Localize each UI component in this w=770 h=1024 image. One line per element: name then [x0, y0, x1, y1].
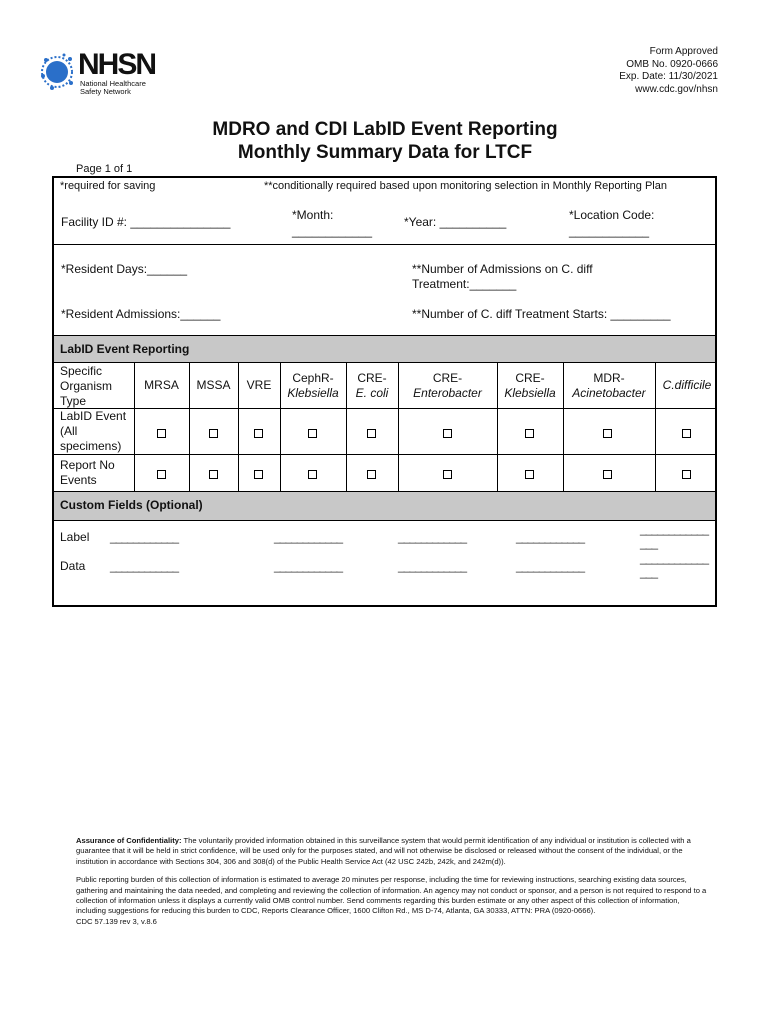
custom-label-field-4[interactable]: ____________: [516, 530, 585, 544]
row-header-line: Organism: [60, 379, 113, 393]
location-code-field[interactable]: ____________: [569, 224, 650, 238]
col-header-line: CRE-: [357, 371, 387, 385]
divider: [54, 244, 715, 245]
row-header-report-no-events: [60, 458, 115, 488]
custom-label-field-3[interactable]: ____________: [398, 530, 467, 544]
row-header-organism-type: [60, 364, 112, 409]
form-title-line-1: MDRO and CDI LabID Event Reporting: [212, 119, 558, 140]
report-no-cre-enterobacter-checkbox[interactable]: [443, 470, 452, 479]
custom-label-field-5-tail: ___: [640, 536, 658, 550]
col-header-line: CRE-: [432, 371, 463, 385]
custom-data-field-3[interactable]: ____________: [398, 559, 467, 573]
row-header-line: Events: [60, 473, 97, 487]
custom-fields-section-title: Custom Fields (Optional): [60, 498, 203, 512]
report-no-cre-klebsiella-checkbox[interactable]: [525, 470, 534, 479]
custom-data-field-2[interactable]: ____________: [274, 559, 343, 573]
custom-label-field-1[interactable]: ____________: [110, 530, 179, 544]
row-header-line: Report No: [60, 458, 115, 472]
divider: [54, 335, 715, 336]
labid-section-header: [54, 335, 715, 362]
assurance-title: Assurance of Confidentiality:: [76, 836, 182, 845]
row-header-line: Specific: [60, 364, 103, 378]
labid-mrsa-checkbox[interactable]: [157, 429, 166, 438]
custom-data-field-1[interactable]: ____________: [110, 559, 179, 573]
labid-mssa-checkbox[interactable]: [209, 429, 218, 438]
col-cephr-klebsiella: [280, 371, 346, 401]
burden-paragraph: Public reporting burden of this collection of information is estimated to average 20 minutes per response, including the time for reviewing instructions, searching existing data sources, gathering and maintaining the data needed, and completing and reviewing the collection of information. An agency may not conduct or sponsor, and a person is not required to respond to a collection of information unless it displays a currently valid OMB control number. Send comments regarding this burden estimate or any other aspect of this collection of information, including suggestions for reducing this burden to CDC, Reports Clearance Officer, 1600 Clifton Rd., MS D-74, Atlanta, GA 30333, ATTN: PRA (0920-0666).: [76, 875, 707, 916]
divider: [54, 491, 715, 492]
labid-mdr-acinetobacter-checkbox[interactable]: [603, 429, 612, 438]
labid-cephr-klebsiella-checkbox[interactable]: [308, 429, 317, 438]
divider: [54, 454, 715, 455]
col-mdr-acinetobacter: [563, 371, 655, 401]
custom-data-field-5[interactable]: ____________: [640, 551, 709, 565]
labid-vre-checkbox[interactable]: [254, 429, 263, 438]
logo-line-2: Safety Network: [80, 87, 131, 96]
col-header-line: Acinetobacter: [572, 386, 646, 400]
cdiff-treatment-starts-field[interactable]: **Number of C. diff Treatment Starts: _________: [412, 307, 671, 321]
custom-data-field-4[interactable]: ____________: [516, 559, 585, 573]
col-header-line: E. coli: [355, 386, 389, 400]
form-title: [0, 118, 770, 164]
labid-cre-ecoli-checkbox[interactable]: [367, 429, 376, 438]
col-cdifficile: C.difficile: [662, 378, 712, 392]
form-number: CDC 57.139 rev 3, v.8.6: [76, 916, 157, 926]
report-no-vre-checkbox[interactable]: [254, 470, 263, 479]
approval-line: OMB No. 0920-0666: [626, 58, 718, 70]
custom-label-heading: Label: [60, 530, 90, 544]
custom-label-field-5[interactable]: ____________: [640, 522, 709, 536]
col-cre-klebsiella: [497, 371, 563, 401]
month-label: *Month:: [292, 208, 334, 222]
labid-cre-enterobacter-checkbox[interactable]: [443, 429, 452, 438]
form-title-line-2: Monthly Summary Data for LTCF: [237, 142, 533, 163]
divider: [54, 408, 715, 409]
labid-section-title: LabID Event Reporting: [60, 342, 190, 356]
divider: [54, 362, 715, 363]
report-no-cre-ecoli-checkbox[interactable]: [367, 470, 376, 479]
col-header-line: Klebsiella: [287, 386, 339, 400]
approval-line: Exp. Date: 11/30/2021: [619, 71, 718, 82]
custom-label-field-2[interactable]: ____________: [274, 530, 343, 544]
row-header-labid-event: [60, 409, 126, 454]
omb-approval-block: [619, 46, 718, 96]
page-number: Page 1 of 1: [76, 163, 133, 175]
col-header-line: CephR-: [292, 371, 334, 385]
logo-line-1: National Healthcare: [80, 79, 146, 88]
col-mssa: MSSA: [196, 378, 231, 392]
col-header-line: CRE-: [515, 371, 545, 385]
col-cre-ecoli: [346, 371, 398, 401]
nhsn-logo: [40, 50, 155, 98]
report-no-cdifficile-checkbox[interactable]: [682, 470, 691, 479]
col-vre: VRE: [246, 378, 272, 392]
year-field[interactable]: *Year: __________: [404, 215, 507, 229]
labid-cre-klebsiella-checkbox[interactable]: [525, 429, 534, 438]
logo-acronym: NHSN: [78, 48, 156, 81]
location-code-label: *Location Code:: [569, 208, 655, 222]
cdiff-admissions-label: **Number of Admissions on C. diff: [412, 262, 593, 276]
assurance-text: The voluntarily provided information obtained in this surveillance system that would permit identification of any individual or institution is collected with a guarantee that it will be held in strict confidence, will be used only for the purposes stated, and will not otherwise be disclosed or released without the consent of the individual, or the institution in accordance with Sections 304, 306 and 308(d) of the Public Health Service Act (42 USC 242b, 242k, and 242m(d)).: [76, 836, 691, 866]
resident-admissions-field[interactable]: *Resident Admissions:______: [61, 307, 221, 321]
col-header-line: Klebsiella: [504, 386, 556, 400]
report-no-cephr-klebsiella-checkbox[interactable]: [308, 470, 317, 479]
row-header-line: specimens): [60, 439, 122, 453]
approval-line: www.cdc.gov/nhsn: [635, 83, 718, 95]
report-no-mrsa-checkbox[interactable]: [157, 470, 166, 479]
row-header-line: (All: [60, 424, 78, 438]
custom-data-heading: Data: [60, 559, 86, 573]
required-legend: *required for saving: [60, 180, 156, 192]
row-header-line: LabID Event: [60, 409, 127, 423]
report-no-mdr-acinetobacter-checkbox[interactable]: [603, 470, 612, 479]
assurance-paragraph: [76, 836, 708, 867]
resident-days-field[interactable]: *Resident Days:______: [61, 262, 188, 276]
col-cre-enterobacter: [398, 371, 497, 401]
row-header-line: Type: [60, 394, 87, 408]
facility-id-field[interactable]: Facility ID #: _______________: [61, 215, 231, 229]
custom-fields-section-header: [54, 491, 715, 520]
divider: [54, 520, 715, 521]
custom-data-field-5-tail: ___: [640, 565, 658, 579]
report-no-mssa-checkbox[interactable]: [209, 470, 218, 479]
col-header-line: MDR-: [593, 371, 625, 385]
col-mrsa: MRSA: [144, 378, 179, 392]
col-header-line: Enterobacter: [413, 386, 482, 400]
approval-line: Form Approved: [649, 46, 718, 57]
summary-form: [52, 176, 717, 607]
month-field[interactable]: ____________: [292, 224, 373, 238]
labid-cdifficile-checkbox[interactable]: [682, 429, 691, 438]
conditional-legend: **conditionally required based upon monitoring selection in Monthly Reporting Plan: [264, 180, 667, 192]
footer-notice: [76, 836, 708, 927]
cdiff-admissions-field[interactable]: Treatment:_______: [412, 277, 517, 291]
